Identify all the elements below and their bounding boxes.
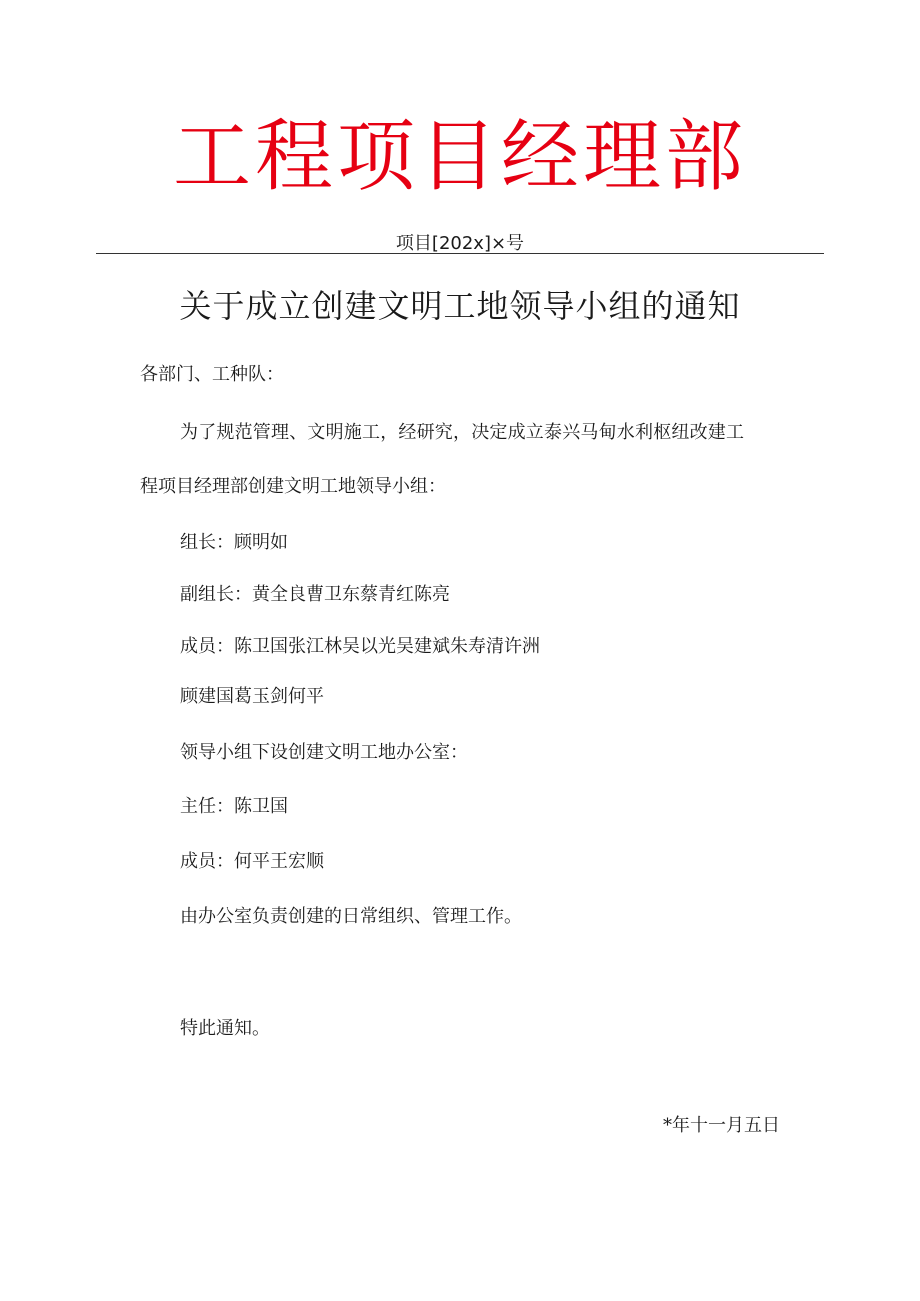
group-members-continued: 顾建国葛玉剑何平: [180, 686, 324, 707]
notice-title: 关于成立创建文明工地领导小组的通知: [179, 287, 741, 325]
group-members: 成员：陈卫国张江林吴以光吴建斌朱寿清许洲: [180, 636, 540, 657]
letterhead-title: 工程项目经理部: [172, 112, 747, 202]
document-number: 项目[202x]×号: [395, 233, 525, 254]
salutation: 各部门、工种队：: [140, 364, 284, 385]
office-intro: 领导小组下设创建文明工地办公室：: [180, 742, 468, 763]
office-members: 成员：何平王宏顺: [180, 851, 324, 872]
header-divider: [96, 253, 824, 254]
group-leader: 组长：顾明如: [180, 532, 288, 553]
office-duty: 由办公室负责创建的日常组织、管理工作。: [180, 906, 522, 927]
office-director: 主任：陈卫国: [180, 796, 288, 817]
deputy-leaders: 副组长：黄全良曹卫东蔡青红陈亮: [180, 584, 450, 605]
paragraph-line: 程项目经理部创建文明工地领导小组：: [140, 476, 446, 497]
closing-remark: 特此通知。: [180, 1018, 270, 1039]
issue-date: *年十一月五日: [663, 1115, 780, 1136]
paragraph-line: 为了规范管理、文明施工，经研究，决定成立泰兴马甸水利枢纽改建工: [180, 422, 745, 443]
